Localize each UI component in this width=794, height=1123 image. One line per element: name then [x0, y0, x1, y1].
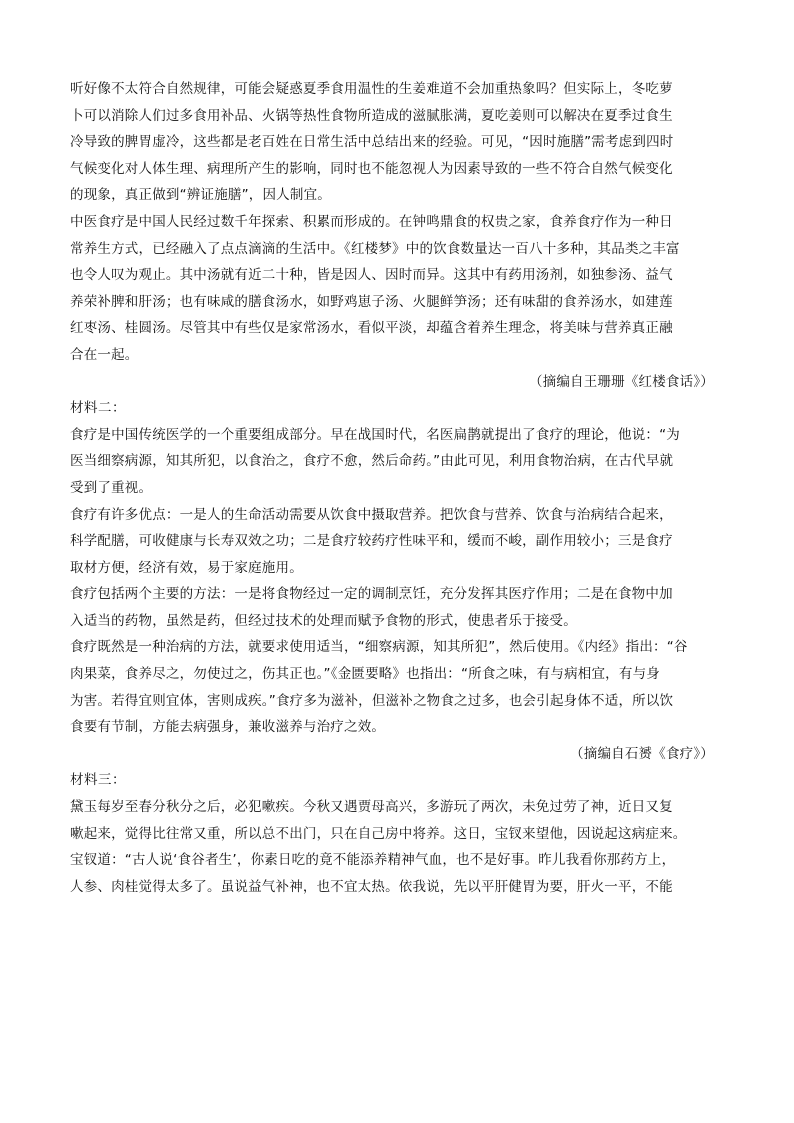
document-body: [70, 76, 720, 900]
source-citation: （摘编自石赟《食疗》）: [570, 745, 714, 762]
text-line: 食疗有许多优点：一是人的生命活动需要从饮食中摄取营养。把饮食与营养、饮食与治病结合起来，: [70, 506, 673, 523]
text-line: 养荣补脾和肝汤；也有味咸的膳食汤水，如野鸡崽子汤、火腿鲜笋汤；还有味甜的食养汤水，如建莲: [70, 293, 673, 310]
text-line: 科学配膳，可收健康与长寿双效之功；二是食疗较药疗性味平和，缓而不峻，副作用较小；三是食疗: [70, 533, 673, 550]
text-line: 中医食疗是中国人民经过数千年探索、积累而形成的。在钟鸣鼎食的权贵之家，食养食疗作为一种日: [70, 213, 673, 230]
text-line: 食要有节制，方能去病强身，兼收滋养与治疗之效。: [70, 719, 386, 736]
text-line: 食疗既然是一种治病的方法，就要求使用适当，“细察病源，知其所犯”，然后使用。《内经》指出：“谷: [70, 639, 688, 656]
text-line: 卜可以消除人们过多食用补品、火锅等热性食物所造成的滋腻胀满，夏吃姜则可以解决在夏季过食生: [70, 107, 673, 124]
text-line: 黛玉每岁至春分秋分之后，必犯嗽疾。今秋又遇贾母高兴，多游玩了两次，未免过劳了神，近日又复: [70, 799, 673, 816]
text-line: 医当细察病源，知其所犯，以食治之，食疗不愈，然后命药。”由此可见，利用食物治病，在古代早就: [70, 453, 674, 470]
text-line: 入适当的药物，虽然是药，但经过技术的处理而赋予食物的形式，使患者乐于接受。: [70, 612, 577, 629]
text-line: 宝钗道：“古人说‘食谷者生’，你素日吃的竟不能添养精神气血，也不是好事。昨儿我看你那药方上，: [70, 852, 676, 869]
text-line: 食疗是中国传统医学的一个重要组成部分。早在战国时代，名医扁鹊就提出了食疗的理论，他说：“为: [70, 426, 680, 443]
text-line: 也令人叹为观止。其中汤就有近二十种，皆是因人、因时而异。这其中有药用汤剂，如独参汤、益气: [70, 267, 673, 284]
text-line: 冷导致的脾胃虚冷，这些都是老百姓在日常生活中总结出来的经验。可见，“因时施膳”需考虑到四时: [70, 134, 674, 151]
text-line: 合在一起。: [70, 346, 139, 363]
text-line: 取材方便，经济有效，易于家庭施用。: [70, 559, 303, 576]
source-citation: （摘编自王珊珊《红楼食话》）: [528, 373, 714, 390]
section-heading: 材料二：: [70, 400, 126, 417]
text-line: 红枣汤、桂圆汤。尽管其中有些仅是家常汤水，看似平淡，却蕴含着养生理念，将美味与营养真正融: [70, 320, 673, 337]
text-line: 常养生方式，已经融入了点点滴滴的生活中。《红楼梦》中的饮食数量达一百八十多种，其品类之丰富: [70, 240, 680, 257]
text-line: 受到了重视。: [70, 479, 153, 496]
text-line: 肉果菜，食养尽之，勿使过之，伤其正也。”《金匮要略》也指出：“所食之味，有与病相宜，有与身: [70, 666, 660, 683]
text-line: 听好像不太符合自然规律，可能会疑惑夏季食用温性的生姜难道不会加重热象吗？但实际上，冬吃萝: [70, 81, 673, 97]
section-heading: 材料三：: [70, 772, 126, 789]
text-line: 食疗包括两个主要的方法：一是将食物经过一定的调制烹饪，充分发挥其医疗作用；二是在食物中加: [70, 586, 673, 603]
text-line: 嗽起来，觉得比往常又重，所以总不出门，只在自己房中将养。这日，宝钗来望他，因说起这病症来。: [70, 825, 687, 842]
text-line: 人参、肉桂觉得太多了。虽说益气补神，也不宜太热。依我说，先以平肝健胃为要，肝火一平，不能: [70, 878, 673, 895]
text-line: 气候变化对人体生理、病理所产生的影响，同时也不能忽视人为因素导致的一些不符合自然气候变化: [70, 160, 673, 177]
text-line: 的现象，真正做到“辨证施膳”，因人制宜。: [70, 187, 331, 204]
text-line: 为害。若得宜则宜体，害则成疾。”食疗多为滋补，但滋补之物食之过多，也会引起身体不适，所以饮: [70, 692, 674, 709]
